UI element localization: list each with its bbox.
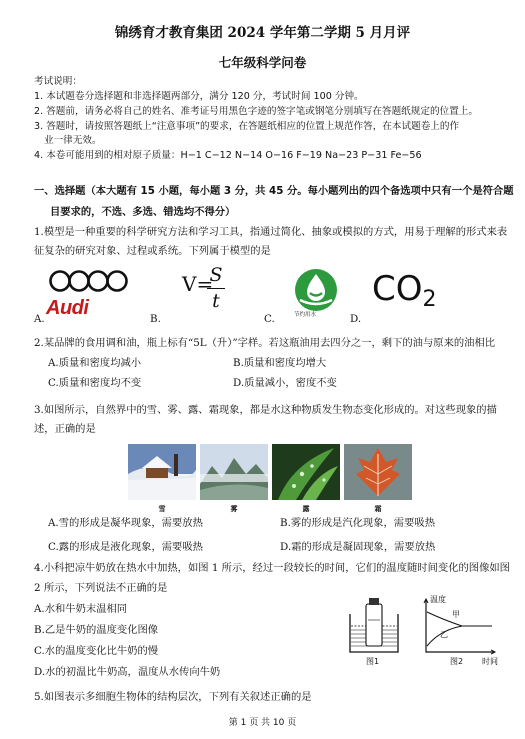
- option-d: D.霜的形成是凝固现象，需要放热: [280, 540, 436, 553]
- audi-rings-icon: [48, 270, 132, 292]
- option-b: B.质量和密度均增大: [233, 356, 327, 369]
- photo-caption-fog: 雾: [230, 505, 238, 513]
- question-1: [34, 225, 516, 259]
- question-text: 2 所示，下列说法不正确的是: [34, 581, 168, 594]
- option-d: D.水的初温比牛奶高，温度从水传向牛奶: [34, 665, 221, 678]
- speed-formula: [182, 264, 223, 312]
- option-label-c: C.: [264, 313, 275, 325]
- question-1-options: [34, 264, 514, 328]
- co2-subscript: 2: [422, 287, 437, 312]
- water-saving-icon: [294, 268, 338, 312]
- exam-title: 锦绣育才教育集团 2024 学年第二学期 5 月月评: [114, 25, 411, 41]
- figure-2-label: 图2: [450, 657, 464, 666]
- dew-photo: [272, 444, 340, 500]
- option-a: A.水和牛奶末温相同: [34, 602, 128, 615]
- question-text: 1.模型是一种重要的科学研究方法和学习工具，指通过简化、抽象或模拟的方式，用易于理解的形式来表: [34, 226, 508, 238]
- figure-1-label: 图1: [366, 657, 380, 666]
- fog-photo: [200, 444, 268, 500]
- question-4-figures: [344, 596, 514, 666]
- frost-photo: [344, 444, 412, 500]
- photo-caption-frost: 霜: [374, 505, 382, 513]
- option-row: [34, 540, 516, 555]
- question-text: 2.某品牌的食用调和油，瓶上标有“5L（升）”字样。若这瓶油用去四分之一，剩下的油与原来的油相比: [34, 337, 496, 349]
- weather-photos: [128, 444, 413, 513]
- notes-item: 3. 答题时，请按照答题纸上“注意事项”的要求，在答题纸相应的位置上规范作答，在本试题卷上的作: [34, 120, 460, 132]
- audi-logo-text: Audi: [46, 297, 89, 319]
- option-c: C.露的形成是液化现象，需要吸热: [48, 540, 203, 553]
- photo-caption-dew: 露: [302, 505, 310, 513]
- section-heading: [34, 184, 516, 220]
- exam-subtitle: 七年级科学问卷: [218, 55, 307, 70]
- option-b: B.雾的形成是汽化现象，需要吸热: [280, 517, 435, 529]
- formula-left: V=: [182, 272, 214, 296]
- exam-notes: [34, 75, 512, 164]
- co2-text: CO: [372, 269, 423, 309]
- formula-numerator: S: [209, 264, 223, 286]
- notes-item: 2. 答题前，请务必将自己的姓名、准考证号用黑色字迹的签字笔或钢笔分别填写在答题纸规定的位置上。: [34, 105, 478, 117]
- question-3: [34, 403, 516, 437]
- water-logo-label: 节约用水: [294, 312, 317, 318]
- question-text: 3.如图所示，自然界中的雪、雾、露、霜现象，都是水这种物质发生物态变化形成的。对这些现象的描: [34, 404, 497, 416]
- question-2: [34, 336, 516, 391]
- photo-caption-snow: 雪: [158, 505, 166, 513]
- graph-x-axis-label: 时间: [482, 657, 498, 666]
- option-c: C.水的温度变化比牛奶的慢: [34, 644, 159, 657]
- section-heading-line: 目要求的，不选、多选、错选均不得分）: [50, 205, 236, 218]
- option-a: A.雪的形成是凝华现象，需要放热: [48, 517, 203, 529]
- graph-y-axis-label: 温度: [430, 595, 446, 604]
- curve-label-jia: 甲: [452, 610, 460, 619]
- question-5: [34, 690, 516, 705]
- option-row: [34, 516, 516, 531]
- option-label-a: A.: [34, 313, 45, 325]
- formula-denominator: t: [212, 290, 220, 312]
- option-row: [34, 356, 516, 371]
- option-b: B.乙是牛奶的温度变化图像: [34, 623, 159, 636]
- page-number: 第 1 页 共 10 页: [228, 718, 297, 728]
- notes-item: 4. 本卷可能用到的相对原子质量：H−1 C−12 N−14 O−16 F−19 Na−23 P−31 Fe−56: [34, 150, 422, 162]
- formula-fraction: [207, 266, 225, 311]
- option-label-d: D.: [350, 313, 362, 325]
- option-row: [34, 376, 516, 391]
- notes-item: 1. 本试题卷分选择题和非选择题两部分，满分 120 分，考试时间 100 分钟。: [34, 90, 364, 102]
- question-text: 述，正确的是: [34, 422, 96, 435]
- question-3-options: [34, 516, 516, 555]
- notes-heading: 考试说明：: [34, 76, 82, 87]
- question-text: 5.如图表示多细胞生物体的结构层次，下列有关叙述正确的是: [34, 691, 312, 703]
- question-text: 征复杂的研究对象、过程或系统。下列属于模型的是: [34, 244, 271, 257]
- snow-photo: [128, 444, 196, 500]
- notes-item: 业一律无效。: [44, 135, 102, 147]
- option-label-b: B.: [150, 313, 161, 325]
- experiment-figure-icon: [344, 596, 514, 656]
- co2-formula: [372, 269, 437, 312]
- question-text: 4.小科把凉牛奶放在热水中加热，如图 1 所示，经过一段较长的时间，它们的温度随时间变化的图像如图: [34, 562, 510, 574]
- section-heading-line: 一、选择题（本大题有 15 小题，每小题 3 分，共 45 分。每小题列出的四个备选项中只有一个是符合题: [34, 185, 514, 197]
- option-c: C.质量和密度均不变: [48, 376, 142, 389]
- curve-label-yi: 乙: [440, 630, 448, 639]
- option-a: A.质量和密度均减小: [48, 356, 142, 369]
- option-d: D.质量减小，密度不变: [233, 376, 337, 389]
